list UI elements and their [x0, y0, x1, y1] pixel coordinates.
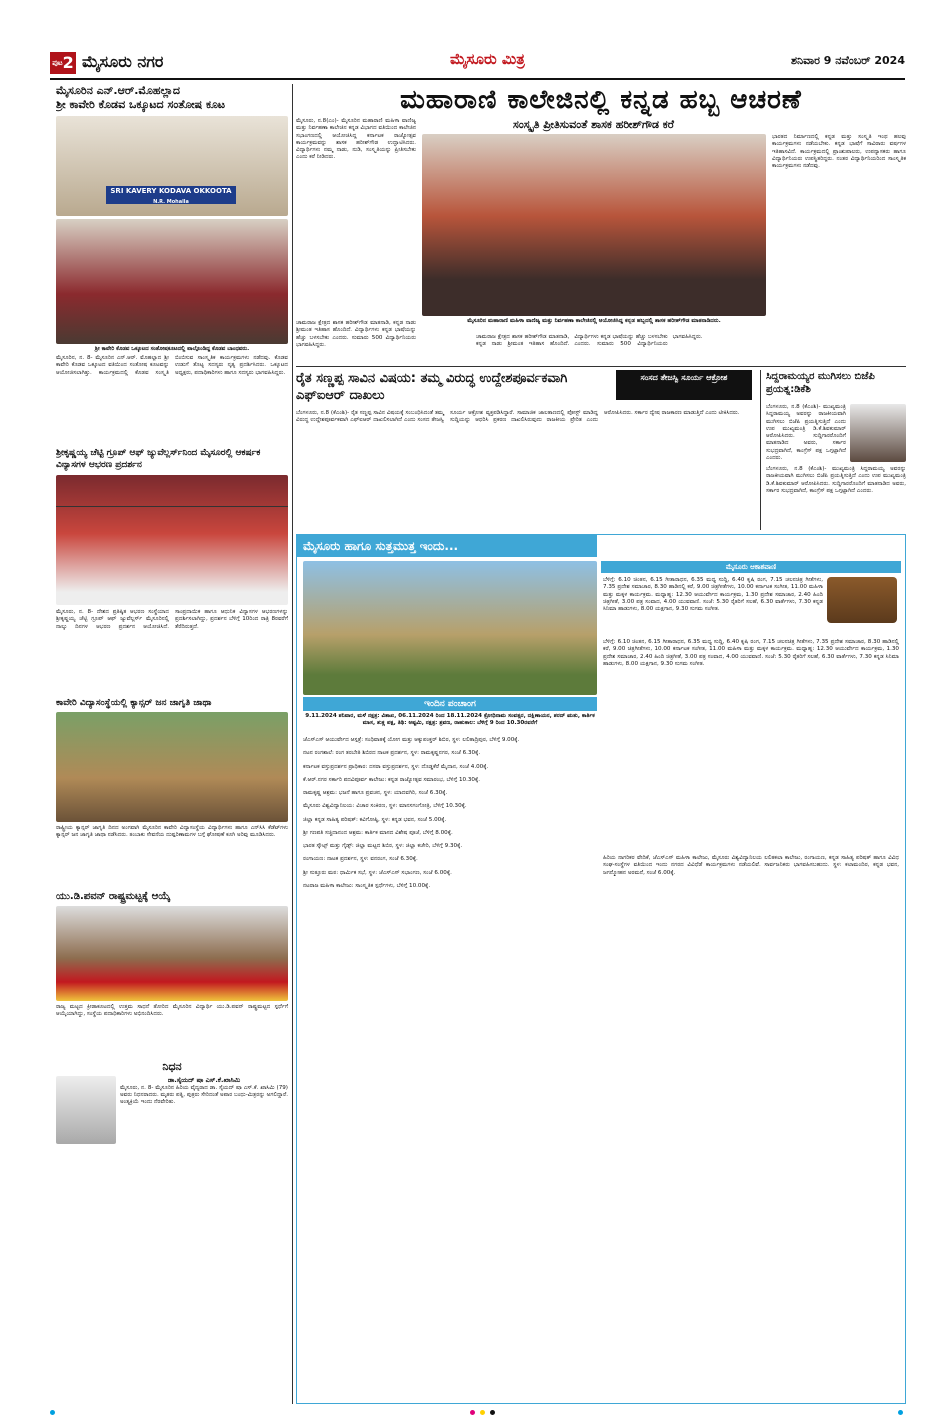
dot-black: [490, 1410, 495, 1415]
header-rule: [50, 78, 905, 80]
today-title: ಮೈಸೂರು ಹಾಗೂ ಸುತ್ತಮುತ್ತ ಇಂದು...: [297, 535, 597, 557]
obituary-title: ನಿಧನ: [162, 1060, 182, 1074]
column-divider: [292, 84, 293, 1404]
lead-headline: ಮಹಾರಾಣಿ ಕಾಲೇಜಿನಲ್ಲಿ ಕನ್ನಡ ಹಬ್ಬ ಆಚರಣೆ: [400, 85, 802, 115]
radio-icon: [827, 577, 897, 623]
divider: [56, 506, 288, 507]
banner: SRI KAVERY KODAVA OKKOOTA N.R. Mohalla: [106, 186, 236, 204]
dot-yellow: [480, 1410, 485, 1415]
story-fir-body: ಬೆಂಗಳೂರು, ನ.8 (ಕೆಎಂಶಿ)- ರೈತ ಸಣ್ಣಪ್ಪ ಸಾವಿನ ವಿಷಯಕ್ಕೆ ಸಂಬಂಧಿಸಿದಂತೆ ತಮ್ಮ ವಿರುದ್ಧ ಉದ್ದೇಶಪೂರ್ವಕವಾಗಿ ಎಫ್‌ಐಆರ್ ದಾಖಲಿಸಲಾಗಿದೆ ಎಂದು ಸಂಸದ ತೇಜಸ್ವಿ ಸೂರ್ಯ ಆಕ್ರೋಶ ವ್ಯಕ್ತಪಡಿಸಿದ್ದಾರೆ. ಸಾಮಾಜಿಕ ಜಾಲತಾಣದಲ್ಲಿ ಪೋಸ್ಟ್ ಮಾಡಿದ್ದ ಸುದ್ದಿಯನ್ನು ಆಧರಿಸಿ ಪ್ರಕರಣ ದಾಖಲಿಸಿರುವುದು ರಾಜಕೀಯ ಪ್ರೇರಿತ ಎಂದು ಆರೋಪಿಸಿದರು. ಸರ್ಕಾರ ದ್ವೇಷ ರಾಜಕಾರಣ ಮಾಡುತ್ತಿದೆ ಎಂದು ಟೀಕಿಸಿದರು.: [296, 410, 740, 424]
lead-body-left: ಮೈಸೂರು, ನ.8(ಎಂ)- ಮೈಸೂರಿನ ಮಹಾರಾಣಿ ಮಹಿಳಾ ವಾಣಿಜ್ಯ ಮತ್ತು ನಿರ್ವಹಣಾ ಕಾಲೇಜಿನ ಕನ್ನಡ ವಿಭಾಗದ ವತಿಯಿಂದ ಕಾಲೇಜಿನ ಸಭಾಂಗಣದಲ್ಲಿ ಆಯೋಜಿಸಿದ್ದ ಕರ್ನಾಟಕ ರಾಜ್ಯೋತ್ಸವ ಕಾರ್ಯಕ್ರಮವನ್ನು ಶಾಸಕ ಹರೀಶ್‌ಗೌಡ ಉದ್ಘಾಟಿಸಿದರು. ವಿದ್ಯಾರ್ಥಿಗಳು ನಮ್ಮ ನಾಡು, ನುಡಿ, ಸಂಸ್ಕೃತಿಯನ್ನು ಪ್ರೀತಿಸಬೇಕು ಎಂದು ಕರೆ ನೀಡಿದರು.: [296, 118, 416, 161]
story-dks-photo: [850, 404, 906, 462]
panchang-title: ಇಂದಿನ ಪಂಚಾಂಗ: [303, 697, 597, 711]
lead-body-bottom: ಚಾಮರಾಜ ಕ್ಷೇತ್ರದ ಶಾಸಕ ಹರೀಶ್‌ಗೌಡ ಮಾತನಾಡಿ, ಕನ್ನಡ ನಾಡು ಶ್ರೀಮಂತ ಇತಿಹಾಸ ಹೊಂದಿದೆ. ವಿದ್ಯಾರ್ಥಿಗಳು ಕನ್ನಡ ಭಾಷೆಯನ್ನು ಹೆಚ್ಚು ಬಳಸಬೇಕು ಎಂದರು. ಸುಮಾರು 500 ವಿದ್ಯಾರ್ಥಿನಿಯರು ಭಾಗವಹಿಸಿದ್ದರು.: [476, 334, 703, 348]
masthead: ಮೈಸೂರು ಮಿತ್ರ: [450, 50, 525, 68]
lead-subhead: ಸಂಸ್ಕೃತಿ ಪ್ರೀತಿಸುವಂತೆ ಶಾಸಕ ಹರೀಶ್‌ಗೌಡ ಕರೆ: [513, 118, 674, 131]
headline-cancer-rally: ಕಾವೇರಿ ವಿದ್ಯಾಸಂಸ್ಥೆಯಲ್ಲಿ ಕ್ಯಾನ್ಸರ್ ಜನ ಜಾಗೃತಿ ಜಾಥಾ: [56, 698, 212, 709]
story-fir-tag: ಸಂಸದ ತೇಜಸ್ವಿ ಸೂರ್ಯ ಆಕ್ರೋಶ: [616, 370, 752, 400]
photo-cancer-rally: [56, 712, 288, 822]
column-divider: [760, 370, 761, 530]
headline-kodava-1: ಮೈಸೂರಿನ ಎನ್.ಆರ್.ಮೊಹಲ್ಲಾದ: [56, 84, 180, 97]
dot-magenta: [470, 1410, 475, 1415]
body-cancer-rally: ರಾಷ್ಟ್ರೀಯ ಕ್ಯಾನ್ಸರ್ ಜಾಗೃತಿ ದಿನದ ಅಂಗವಾಗಿ ಮೈಸೂರಿನ ಕಾವೇರಿ ವಿದ್ಯಾಸಂಸ್ಥೆಯ ವಿದ್ಯಾರ್ಥಿಗಳು ಹಾಗೂ ಎನ್‌ಸಿಸಿ ಕೆಡೆಟ್‌ಗಳು ಕ್ಯಾನ್ಸರ್ ಜನ ಜಾಗೃತಿ ಜಾಥಾ ನಡೆಸಿದರು. ತಂಬಾಕು ಸೇವನೆಯ ದುಷ್ಪರಿಣಾಮಗಳ ಬಗ್ಗೆ ಘೋಷಣೆ ಕೂಗಿ ಅರಿವು ಮೂಡಿಸಿದರು.: [56, 825, 288, 839]
event-item: ಭಾರತ ಸ್ಕೌಟ್ಸ್ ಮತ್ತು ಗೈಡ್ಸ್: ಜಿಲ್ಲಾ ಮಟ್ಟದ ಶಿಬಿರ, ಸ್ಥಳ: ಜಿಲ್ಲಾ ಕಚೇರಿ, ಬೆಳಿಗ್ಗೆ 9.30ಕ್ಕೆ.: [303, 843, 463, 850]
radio-body: ಬೆಳಿಗ್ಗೆ: 6.10 ಚಿಂತನ, 6.15 ಗೀತಾರಾಧನ, 6.35 ಮಧ್ಯ ಸುದ್ದಿ, 6.40 ಕೃಷಿ ರಂಗ, 7.15 ಚಲನಚಿತ್ರ ಗೀತೆಗಳು, 7.35 ಪ್ರದೇಶ ಸಮಾಚಾರ, 8.30 ಹಾಡಿನಲ್ಲಿ ಕರೆ, 9.00 ಚಿತ್ರಗೀತೆಗಳು, 10.00 ಕರ್ನಾಟಕ ಸಂಗೀತ, 11.00 ಮಹಿಳಾ ಮತ್ತು ಮಕ್ಕಳ ಕಾರ್ಯಕ್ರಮ. ಮಧ್ಯಾಹ್ನ: 12.30 ಆಯುರ್ವೇದ ಕಾರ್ಯಕ್ರಮ, 1.30 ಪ್ರದೇಶ ಸಮಾಚಾರ, 2.40 ಹಿಂದಿ ಚಿತ್ರಗೀತೆ, 3.00 ಪತ್ರ ಸಂವಾದ, 4.00 ಯುವವಾಣಿ. ಸಂಜೆ: 5.30 ರೈತರಿಗೆ ಸಲಹೆ, 6.30 ವಾರ್ತೆಗಳು, 7.30 ಕನ್ನಡ ಸಿನಿಮಾ ಹಾಡುಗಳು, 8.00 ಯಕ್ಷಗಾನ, 9.30 ಸುಗಮ ಸಂಗೀತ.: [603, 639, 899, 667]
lead-story: [296, 84, 906, 364]
event-item: ಶ್ರೀ ಗಣಪತಿ ಸಚ್ಚಿದಾನಂದ ಆಶ್ರಮ: ಕಾರ್ತಿಕ ಮಾಸದ ವಿಶೇಷ ಪೂಜೆ, ಬೆಳಿಗ್ಗೆ 8.00ಕ್ಕೆ.: [303, 829, 453, 836]
headline-kodava-2: ಶ್ರೀ ಕಾವೇರಿ ಕೊಡವ ಒಕ್ಕೂಟದ ಸಂತೋಷ ಕೂಟ: [56, 98, 226, 111]
photo-jewellery-expo: [56, 475, 288, 605]
event-item: ರಂಗಾಯಣ: ನಾಟಕ ಪ್ರದರ್ಶನ, ಸ್ಥಳ: ವನರಂಗ, ಸಂಜೆ 6.30ಕ್ಕೆ.: [303, 856, 418, 863]
caption-kodava: ಶ್ರೀ ಕಾವೇರಿ ಕೊಡವ ಒಕ್ಕೂಟದ ಸಂತೋಷಕೂಟದಲ್ಲಿ ಪಾಲ್ಗೊಂಡಿದ್ದ ಕೊಡವ ಬಾಂಧವರು.: [94, 346, 250, 352]
page-header: [50, 44, 905, 80]
body-kodava: ಮೈಸೂರಿನ, ನ. 8- ಮೈಸೂರಿನ ಎನ್.ಆರ್. ಮೊಹಲ್ಲಾದ ಶ್ರೀ ಕಾವೇರಿ ಕೊಡವ ಒಕ್ಕೂಟದ ವತಿಯಿಂದ ಸಂತೋಷ ಕೂಟವನ್ನು ಆಯೋಜಿಸಲಾಗಿತ್ತು. ಕಾರ್ಯಕ್ರಮದಲ್ಲಿ ಕೊಡವ ಸಂಸ್ಕೃತಿ ಬಿಂಬಿಸುವ ಸಾಂಸ್ಕೃತಿಕ ಕಾರ್ಯಕ್ರಮಗಳು ನಡೆದವು. ಕೊಡವ ಉಡುಗೆ ತೊಟ್ಟ ಸದಸ್ಯರು ನೃತ್ಯ ಪ್ರದರ್ಶಿಸಿದರು. ಒಕ್ಕೂಟದ ಅಧ್ಯಕ್ಷರು, ಪದಾಧಿಕಾರಿಗಳು ಹಾಗೂ ಸದಸ್ಯರು ಭಾಗವಹಿಸಿದ್ದರು.: [56, 355, 288, 376]
radio-title: ಮೈಸೂರು ಆಕಾಶವಾಣಿ: [601, 561, 901, 573]
today-box: [296, 534, 906, 1404]
event-item: ನಟರಾಜ ಮಹಿಳಾ ಕಾಲೇಜು: ಸಾಂಸ್ಕೃತಿಕ ಸ್ಪರ್ಧೆಗಳು, ಬೆಳಿಗ್ಗೆ 10.00ಕ್ಕೆ.: [303, 882, 431, 889]
photo-pavan: [56, 906, 288, 1001]
headline-jewellers: ಶ್ರೀಕೃಷ್ಣಯ್ಯ ಚೆಟ್ಟಿ ಗ್ರೂಪ್ ಆಫ್ ಜ್ಯುವೆಲ್ಲರ್ಸ್‌ನಿಂದ ಮೈಸೂರಲ್ಲಿ ಆಕರ್ಷಕ ವಿನ್ಯಾಸಗಳ ಆಭರಣ ಪ್ರದರ್ಶನ: [56, 448, 261, 471]
event-item: ಕೆ.ಆರ್.ನಗರ ಸರ್ಕಾರಿ ಪದವಿಪೂರ್ವ ಕಾಲೇಜು: ಕನ್ನಡ ರಾಜ್ಯೋತ್ಸವ ಸಮಾರಂಭ, ಬೆಳಿಗ್ಗೆ 10.30ಕ್ಕೆ.: [303, 776, 481, 783]
radio-body-top: ಬೆಳಿಗ್ಗೆ: 6.10 ಚಿಂತನ, 6.15 ಗೀತಾರಾಧನ, 6.35 ಮಧ್ಯ ಸುದ್ದಿ, 6.40 ಕೃಷಿ ರಂಗ, 7.15 ಚಲನಚಿತ್ರ ಗೀತೆಗಳು, 7.35 ಪ್ರದೇಶ ಸಮಾಚಾರ, 8.30 ಹಾಡಿನಲ್ಲಿ ಕರೆ, 9.00 ಚಿತ್ರಗೀತೆಗಳು, 10.00 ಕರ್ನಾಟಕ ಸಂಗೀತ, 11.00 ಮಹಿಳಾ ಮತ್ತು ಮಕ್ಕಳ ಕಾರ್ಯಕ್ರಮ. ಮಧ್ಯಾಹ್ನ: 12.30 ಆಯುರ್ವೇದ ಕಾರ್ಯಕ್ರಮ, 1.30 ಪ್ರದೇಶ ಸಮಾಚಾರ, 2.40 ಹಿಂದಿ ಚಿತ್ರಗೀತೆ, 3.00 ಪತ್ರ ಸಂವಾದ, 4.00 ಯುವವಾಣಿ. ಸಂಜೆ: 5.30 ರೈತರಿಗೆ ಸಲಹೆ, 6.30 ವಾರ್ತೆಗಳು, 7.30 ಕನ್ನಡ ಸಿನಿಮಾ ಹಾಡುಗಳು, 8.00 ಯಕ್ಷಗಾನ, 9.30 ಸುಗಮ ಸಂಗೀತ.: [603, 577, 823, 613]
event-item: ಮೈಸೂರು ವಿಶ್ವವಿದ್ಯಾನಿಲಯ: ವಿಚಾರ ಸಂಕಿರಣ, ಸ್ಥಳ: ಮಾನಸಗಂಗೋತ್ರಿ, ಬೆಳಿಗ್ಗೆ 10.30ಕ್ಕೆ.: [303, 803, 467, 810]
more-events: ಹಿರಿಯ ನಾಗರಿಕರ ವೇದಿಕೆ, ಜೆಎಸ್‌ಎಸ್ ಮಹಿಳಾ ಕಾಲೇಜು, ಮೈಸೂರು ವಿಶ್ವವಿದ್ಯಾನಿಲಯ ಲಲಿತಕಲಾ ಕಾಲೇಜು, ರಂಗಾಯಣ, ಕನ್ನಡ ಸಾಹಿತ್ಯ ಪರಿಷತ್ ಹಾಗೂ ವಿವಿಧ ಸಂಘ-ಸಂಸ್ಥೆಗಳ ವತಿಯಿಂದ ಇಂದು ನಗರದ ವಿವಿಧೆಡೆ ಕಾರ್ಯಕ್ರಮಗಳು ನಡೆಯಲಿವೆ. ಸಾರ್ವಜನಿಕರು ಭಾಗವಹಿಸಬಹುದು. ಸ್ಥಳ: ಕಲಾಮಂದಿರ, ಕನ್ನಡ ಭವನ, ಜಗನ್ಮೋಹನ ಅರಮನೆ, ಸಂಜೆ 6.00ಕ್ಕೆ.: [603, 855, 899, 876]
story-dks-body: ಬೆಂಗಳೂರು, ನ.8 (ಕೆಎಂಶಿ)- ಮುಖ್ಯಮಂತ್ರಿ ಸಿದ್ದರಾಮಯ್ಯ ಅವರನ್ನು ರಾಜಕೀಯವಾಗಿ ಮುಗಿಸಲು ಬಿಜೆಪಿ ಪ್ರಯತ್ನಿಸುತ್ತಿದೆ ಎಂದು ಉಪ ಮುಖ್ಯಮಂತ್ರಿ ಡಿ.ಕೆ.ಶಿವಕುಮಾರ್ ಆರೋಪಿಸಿದರು. ಸುದ್ದಿಗಾರರೊಂದಿಗೆ ಮಾತನಾಡಿದ ಅವರು, ಸರ್ಕಾರ ಸುಭದ್ರವಾಗಿದೆ, ಕಾಂಗ್ರೆಸ್ ಪಕ್ಷ ಒಗ್ಗಟ್ಟಾಗಿದೆ ಎಂದರು.: [766, 404, 846, 461]
obituary-name: ಡಾ.ಸೈಯದ್ ಷಾ ಎಸ್.ಕೆ.ಖಾಸಿಮಿ: [167, 1076, 241, 1085]
event-item: ನಟನ ರಂಗಶಾಲೆ: ರಂಗ ತರಬೇತಿ ಶಿಬಿರದ ನಾಟಕ ಪ್ರದರ್ಶನ, ಸ್ಥಳ: ರಾಮಕೃಷ್ಣನಗರ, ಸಂಜೆ 6.30ಕ್ಕೆ.: [303, 750, 481, 757]
events-list: [303, 737, 597, 1397]
obituary-body: ಮೈಸೂರು, ನ. 8- ಮೈಸೂರಿನ ಹಿರಿಯ ವೈದ್ಯರಾದ ಡಾ. ಸೈಯದ್ ಷಾ ಎಸ್.ಕೆ. ಖಾಸಿಮಿ (79) ಅವರು ನಿಧನರಾದರು. ಮೃತರು ಪತ್ನಿ, ಪುತ್ರರು ಸೇರಿದಂತೆ ಅಪಾರ ಬಂಧು-ಮಿತ್ರರನ್ನು ಅಗಲಿದ್ದಾರೆ. ಅಂತ್ಯಕ್ರಿಯೆ ಇಂದು ನೆರವೇರಿತು.: [120, 1084, 288, 1106]
left-column: [56, 84, 288, 1404]
event-item: ಕರ್ನಾಟಕ ವಸ್ತುಪ್ರದರ್ಶನ ಪ್ರಾಧಿಕಾರ: ದಸರಾ ವಸ್ತುಪ್ರದರ್ಶನ, ಸ್ಥಳ: ದೊಡ್ಡಕೆರೆ ಮೈದಾನ, ಸಂಜೆ 4.00ಕ್ಕೆ.: [303, 763, 489, 770]
body-pavan: ರಾಜ್ಯ ಮಟ್ಟದ ಕ್ರೀಡಾಕೂಟದಲ್ಲಿ ಉತ್ತಮ ಸಾಧನೆ ತೋರಿದ ಮೈಸೂರಿನ ವಿದ್ಯಾರ್ಥಿ ಯು.ಡಿ.ಪವನ್ ರಾಷ್ಟ್ರಮಟ್ಟದ ಸ್ಪರ್ಧೆಗೆ ಆಯ್ಕೆಯಾಗಿದ್ದು, ಸಂಸ್ಥೆಯ ಪದಾಧಿಕಾರಿಗಳು ಅಭಿನಂದಿಸಿದರು.: [56, 1004, 288, 1018]
print-registration-marks: [50, 1410, 905, 1416]
photo-kodava-group: [56, 116, 288, 216]
obituary-photo: [56, 1076, 116, 1144]
event-item: ಜೆಎಸ್‌ಎಸ್ ಆಯುರ್ವೇದ ಆಸ್ಪತ್ರೆ: ಸಂಧಿವಾತಕ್ಕೆ ಯೋಗ ಮತ್ತು ಆಕ್ಯುಪಂಕ್ಚರ್ ಶಿಬಿರ, ಸ್ಥಳ: ಲಲಿತಾದ್ರಿಪುರ, ಬೆಳಿಗ್ಗೆ 9.00ಕ್ಕೆ.: [303, 737, 520, 743]
headline-pavan: ಯು.ಡಿ.ಪವನ್ ರಾಷ್ಟ್ರಮಟ್ಟಕ್ಕೆ ಆಯ್ಕೆ: [56, 891, 171, 903]
section-title: ಮೈಸೂರು ನಗರ: [82, 52, 164, 71]
page-number-box: $^{ಪುಟ}$2: [50, 52, 76, 74]
event-item: ರಾಮಕೃಷ್ಣ ಆಶ್ರಮ: ಭಜನೆ ಹಾಗೂ ಪ್ರವಚನ, ಸ್ಥಳ: ಯಾದವಗಿರಿ, ಸಂಜೆ 6.30ಕ್ಕೆ.: [303, 790, 448, 797]
date-line: ಶನಿವಾರ 9 ನವೆಂಬರ್ 2024: [791, 54, 905, 67]
story-dks-headline: ಸಿದ್ದರಾಮಯ್ಯರ ಮುಗಿಸಲು ಬಿಜೆಪಿ ಪ್ರಯತ್ನ:ಡಿಕೆಶಿ: [766, 371, 875, 395]
panchang-text: 9.11.2024 ಶನಿವಾರ, ಮಳೆ ನಕ್ಷತ್ರ: ವಿಶಾಖ, 06.11.2024 ರಿಂದ 18.11.2024 ಕ್ರೋಧಿನಾಮ ಸಂವತ್ಸರ, ದಕ್ಷಿಣಾಯನ, ಶರದ್ ಋತು, ಕಾರ್ತಿಕ ಮಾಸ, ಶುಕ್ಲ ಪಕ್ಷ, ತಿಥಿ: ಅಷ್ಟಮಿ, ನಕ್ಷತ್ರ: ಶ್ರವಣ, ರಾಹುಕಾಲ: ಬೆಳಿಗ್ಗೆ 9 ರಿಂದ 10.30ರವರೆಗೆ: [305, 713, 595, 727]
event-item: ಜಿಲ್ಲಾ ಕನ್ನಡ ಸಾಹಿತ್ಯ ಪರಿಷತ್: ಕವಿಗೋಷ್ಠಿ, ಸ್ಥಳ: ಕನ್ನಡ ಭವನ, ಸಂಜೆ 5.00ಕ್ಕೆ.: [303, 816, 447, 823]
story-dks-body-cont: ಬೆಂಗಳೂರು, ನ.8 (ಕೆಎಂಶಿ)- ಮುಖ್ಯಮಂತ್ರಿ ಸಿದ್ದರಾಮಯ್ಯ ಅವರನ್ನು ರಾಜಕೀಯವಾಗಿ ಮುಗಿಸಲು ಬಿಜೆಪಿ ಪ್ರಯತ್ನಿಸುತ್ತಿದೆ ಎಂದು ಉಪ ಮುಖ್ಯಮಂತ್ರಿ ಡಿ.ಕೆ.ಶಿವಕುಮಾರ್ ಆರೋಪಿಸಿದರು. ಸುದ್ದಿಗಾರರೊಂದಿಗೆ ಮಾತನಾಡಿದ ಅವರು, ಸರ್ಕಾರ ಸುಭದ್ರವಾಗಿದೆ, ಕಾಂಗ್ರೆಸ್ ಪಕ್ಷ ಒಗ್ಗಟ್ಟಾಗಿದೆ ಎಂದರು.: [766, 466, 906, 494]
lead-photo: [422, 134, 766, 316]
dot-cyan: [50, 1410, 55, 1415]
divider: [296, 366, 906, 367]
story-fir: [296, 370, 756, 530]
lead-body-right: ಭಾರತದ ನಿರ್ಮಾಣದಲ್ಲಿ ಕನ್ನಡ ಮತ್ತು ಸಂಸ್ಕೃತಿ ಇಂಥ ಹಲವು ಕಾರ್ಯಕ್ರಮಗಳು ನಡೆಯಬೇಕು. ಕನ್ನಡ ಭಾಷೆಗೆ ಸಾವಿರಾರು ವರ್ಷಗಳ ಇತಿಹಾಸವಿದೆ. ಕಾರ್ಯಕ್ರಮದಲ್ಲಿ ಪ್ರಾಂಶುಪಾಲರು, ಉಪನ್ಯಾಸಕರು ಹಾಗೂ ವಿದ್ಯಾರ್ಥಿನಿಯರು ಉಪಸ್ಥಿತರಿದ್ದರು. ನಂತರ ವಿದ್ಯಾರ್ಥಿನಿಯರಿಂದ ಸಾಂಸ್ಕೃತಿಕ ಕಾರ್ಯಕ್ರಮಗಳು ನಡೆದವು.: [772, 134, 906, 170]
lead-body-bottom-left: ಚಾಮರಾಜ ಕ್ಷೇತ್ರದ ಶಾಸಕ ಹರೀಶ್‌ಗೌಡ ಮಾತನಾಡಿ, ಕನ್ನಡ ನಾಡು ಶ್ರೀಮಂತ ಇತಿಹಾಸ ಹೊಂದಿದೆ. ವಿದ್ಯಾರ್ಥಿಗಳು ಕನ್ನಡ ಭಾಷೆಯನ್ನು ಹೆಚ್ಚು ಬಳಸಬೇಕು ಎಂದರು. ಸುಮಾರು 500 ವಿದ್ಯಾರ್ಥಿನಿಯರು ಭಾಗವಹಿಸಿದ್ದರು.: [296, 320, 416, 348]
event-item: ಶ್ರೀ ಸುತ್ತೂರು ಮಠ: ಧಾರ್ಮಿಕ ಸಭೆ, ಸ್ಥಳ: ಜೆಎಸ್‌ಎಸ್ ಸಭಾಂಗಣ, ಸಂಜೆ 6.00ಕ್ಕೆ.: [303, 869, 452, 876]
story-fir-headline: ರೈತ ಸಣ್ಣಪ್ಪ ಸಾವಿನ ವಿಷಯ: ತಮ್ಮ ವಿರುದ್ಧ ಉದ್ದೇಶಪೂರ್ವಕವಾಗಿ ಎಫ್‌ಐಆರ್ ದಾಖಲು: [296, 371, 568, 403]
obituary-block: [56, 1076, 288, 1144]
lead-caption: ಮೈಸೂರಿನ ಮಹಾರಾಣಿ ಮಹಿಳಾ ವಾಣಿಜ್ಯ ಮತ್ತು ನಿರ್ವಹಣಾ ಕಾಲೇಜಿನಲ್ಲಿ ಆಯೋಜಿಸಿದ್ದ ಕನ್ನಡ ಹಬ್ಬದಲ್ಲಿ ಶಾಸಕ ಹರೀಶ್‌ಗೌಡ ಮಾತನಾಡಿದರು.: [467, 318, 721, 324]
palace-photo: [303, 561, 597, 695]
body-jewellers: ಮೈಸೂರು, ನ. 8- ದೇಶದ ಪ್ರತಿಷ್ಠಿತ ಆಭರಣ ಸಂಸ್ಥೆಯಾದ ಶ್ರೀಕೃಷ್ಣಯ್ಯ ಚೆಟ್ಟಿ ಗ್ರೂಪ್ ಆಫ್ ಜ್ಯುವೆಲ್ಲರ್ಸ್ ಮೈಸೂರಿನಲ್ಲಿ ನಾಲ್ಕು ದಿನಗಳ ಆಭರಣ ಪ್ರದರ್ಶನ ಆಯೋಜಿಸಿದೆ. ಸಾಂಪ್ರದಾಯಿಕ ಹಾಗೂ ಆಧುನಿಕ ವಿನ್ಯಾಸಗಳ ಆಭರಣಗಳನ್ನು ಪ್ರದರ್ಶಿಸಲಾಗಿದ್ದು, ಪ್ರದರ್ಶನ ಬೆಳಿಗ್ಗೆ 10ರಿಂದ ರಾತ್ರಿ 8ರವರೆಗೆ ತೆರೆದಿರುತ್ತದೆ.: [56, 609, 288, 630]
photo-kodava-dancers: [56, 219, 288, 344]
story-dks: [766, 370, 906, 530]
dot-cyan: [898, 1410, 903, 1415]
